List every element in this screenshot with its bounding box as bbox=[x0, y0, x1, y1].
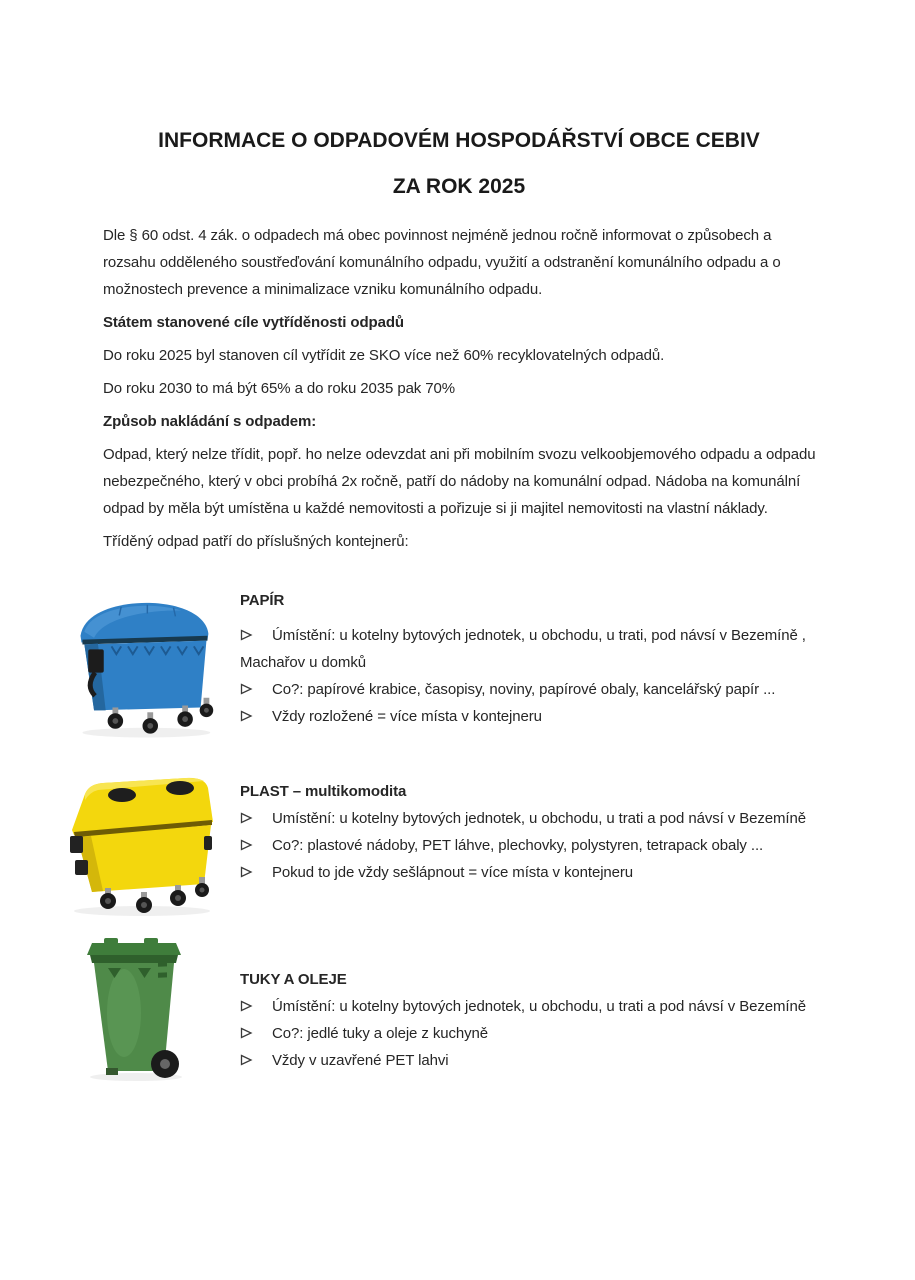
bullet-item bbox=[240, 676, 840, 703]
sorted-waste-intro: Tříděný odpad patří do příslušných kontejnerů: bbox=[103, 533, 409, 550]
arrow-bullet-icon bbox=[240, 676, 254, 703]
section-plast bbox=[103, 772, 815, 918]
handling-heading: Způsob nakládání s odpadem: bbox=[103, 413, 317, 430]
section-plast-text bbox=[240, 778, 840, 886]
document-subtitle: ZA ROK 2025 bbox=[392, 175, 526, 198]
bullet-item bbox=[240, 1047, 840, 1074]
goals-heading: Státem stanovené cíle vytříděnosti odpadů bbox=[103, 314, 404, 331]
bullet-item bbox=[240, 1020, 840, 1047]
section-heading-plast: PLAST – multikomodita bbox=[240, 783, 407, 801]
goal-2025-line: Do roku 2025 byl stanoven cíl vytřídit ze SKO více než 60% recyklovatelných odpadů. bbox=[103, 347, 665, 364]
arrow-bullet-icon bbox=[240, 1020, 254, 1047]
section-heading-papir: PAPÍR bbox=[240, 592, 285, 609]
bullet-item bbox=[240, 993, 840, 1020]
bullet-item bbox=[240, 859, 840, 886]
section-heading-tuky: TUKY A OLEJE bbox=[240, 971, 347, 989]
document-title: INFORMACE O ODPADOVÉM HOSPODÁŘSTVÍ OBCE CEBIV bbox=[158, 129, 760, 152]
arrow-bullet-icon bbox=[240, 832, 254, 859]
section-papir-text bbox=[240, 587, 840, 730]
goal-2030-line: Do roku 2030 to má být 65% a do roku 2035 pak 70% bbox=[103, 380, 455, 397]
arrow-bullet-icon bbox=[240, 805, 254, 832]
bullet-item bbox=[240, 622, 840, 676]
bullet-item bbox=[240, 805, 840, 832]
arrow-bullet-icon bbox=[240, 703, 254, 730]
bullet-text: Co?: papírové krabice, časopisy, noviny, papírové obaly, kancelářský papír ... bbox=[272, 681, 776, 698]
bullet-item bbox=[240, 703, 840, 730]
section-tuky-a-oleje bbox=[103, 931, 815, 1083]
bullet-text: Umístění: u kotelny bytových jednotek, u obchodu, u trati a pod návsí v Bezemíně bbox=[272, 810, 806, 828]
section-tuky-text bbox=[240, 966, 840, 1074]
arrow-bullet-icon bbox=[240, 859, 254, 886]
bullet-text: Vždy rozložené = více místa v kontejneru bbox=[272, 708, 542, 725]
bullet-text: Úmístění: u kotelny bytových jednotek, u obchodu, u trati, pod návsí v Bezemíně , Machařov u domků bbox=[240, 627, 806, 671]
green-wheelie-bin-icon bbox=[78, 931, 190, 1083]
bullet-text: Úmístění: u kotelny bytových jednotek, u obchodu, u trati a pod návsí v Bezemíně bbox=[272, 998, 806, 1016]
arrow-bullet-icon bbox=[240, 993, 254, 1020]
blue-paper-container-icon bbox=[65, 597, 220, 740]
section-papir bbox=[103, 587, 815, 740]
bullet-text: Co?: jedlé tuky a oleje z kuchyně bbox=[272, 1025, 488, 1043]
yellow-plastic-container-icon bbox=[58, 772, 226, 918]
arrow-bullet-icon bbox=[240, 1047, 254, 1074]
intro-paragraph: Dle § 60 odst. 4 zák. o odpadech má obec povinnost nejméně jednou ročně informovat o způsobech a rozsahu odděleného soustřeďování komunálního odpadu, využití a odstranění komunálního odpadu a o možnostech prevence a minimalizace vzniku komunálního odpadu. bbox=[103, 227, 781, 298]
handling-paragraph: Odpad, který nelze třídit, popř. ho nelze odevzdat ani při mobilním svozu velkoobjemového odpadu a odpadu nebezpečného, který v obci probíhá 2x ročně, patří do nádoby na komunální odpad. Nádoba na komunální odpad by měla být umístěna u každé nemovitosti a pořizuje si ji majitel nemovitosti na vlastní náklady. bbox=[103, 446, 816, 517]
arrow-bullet-icon bbox=[240, 622, 254, 649]
bullet-text: Vždy v uzavřené PET lahvi bbox=[272, 1052, 449, 1070]
bullet-item bbox=[240, 832, 840, 859]
bullet-text: Co?: plastové nádoby, PET láhve, plechovky, polystyren, tetrapack obaly ... bbox=[272, 837, 764, 855]
bullet-text: Pokud to jde vždy sešlápnout = více místa v kontejneru bbox=[272, 864, 634, 882]
